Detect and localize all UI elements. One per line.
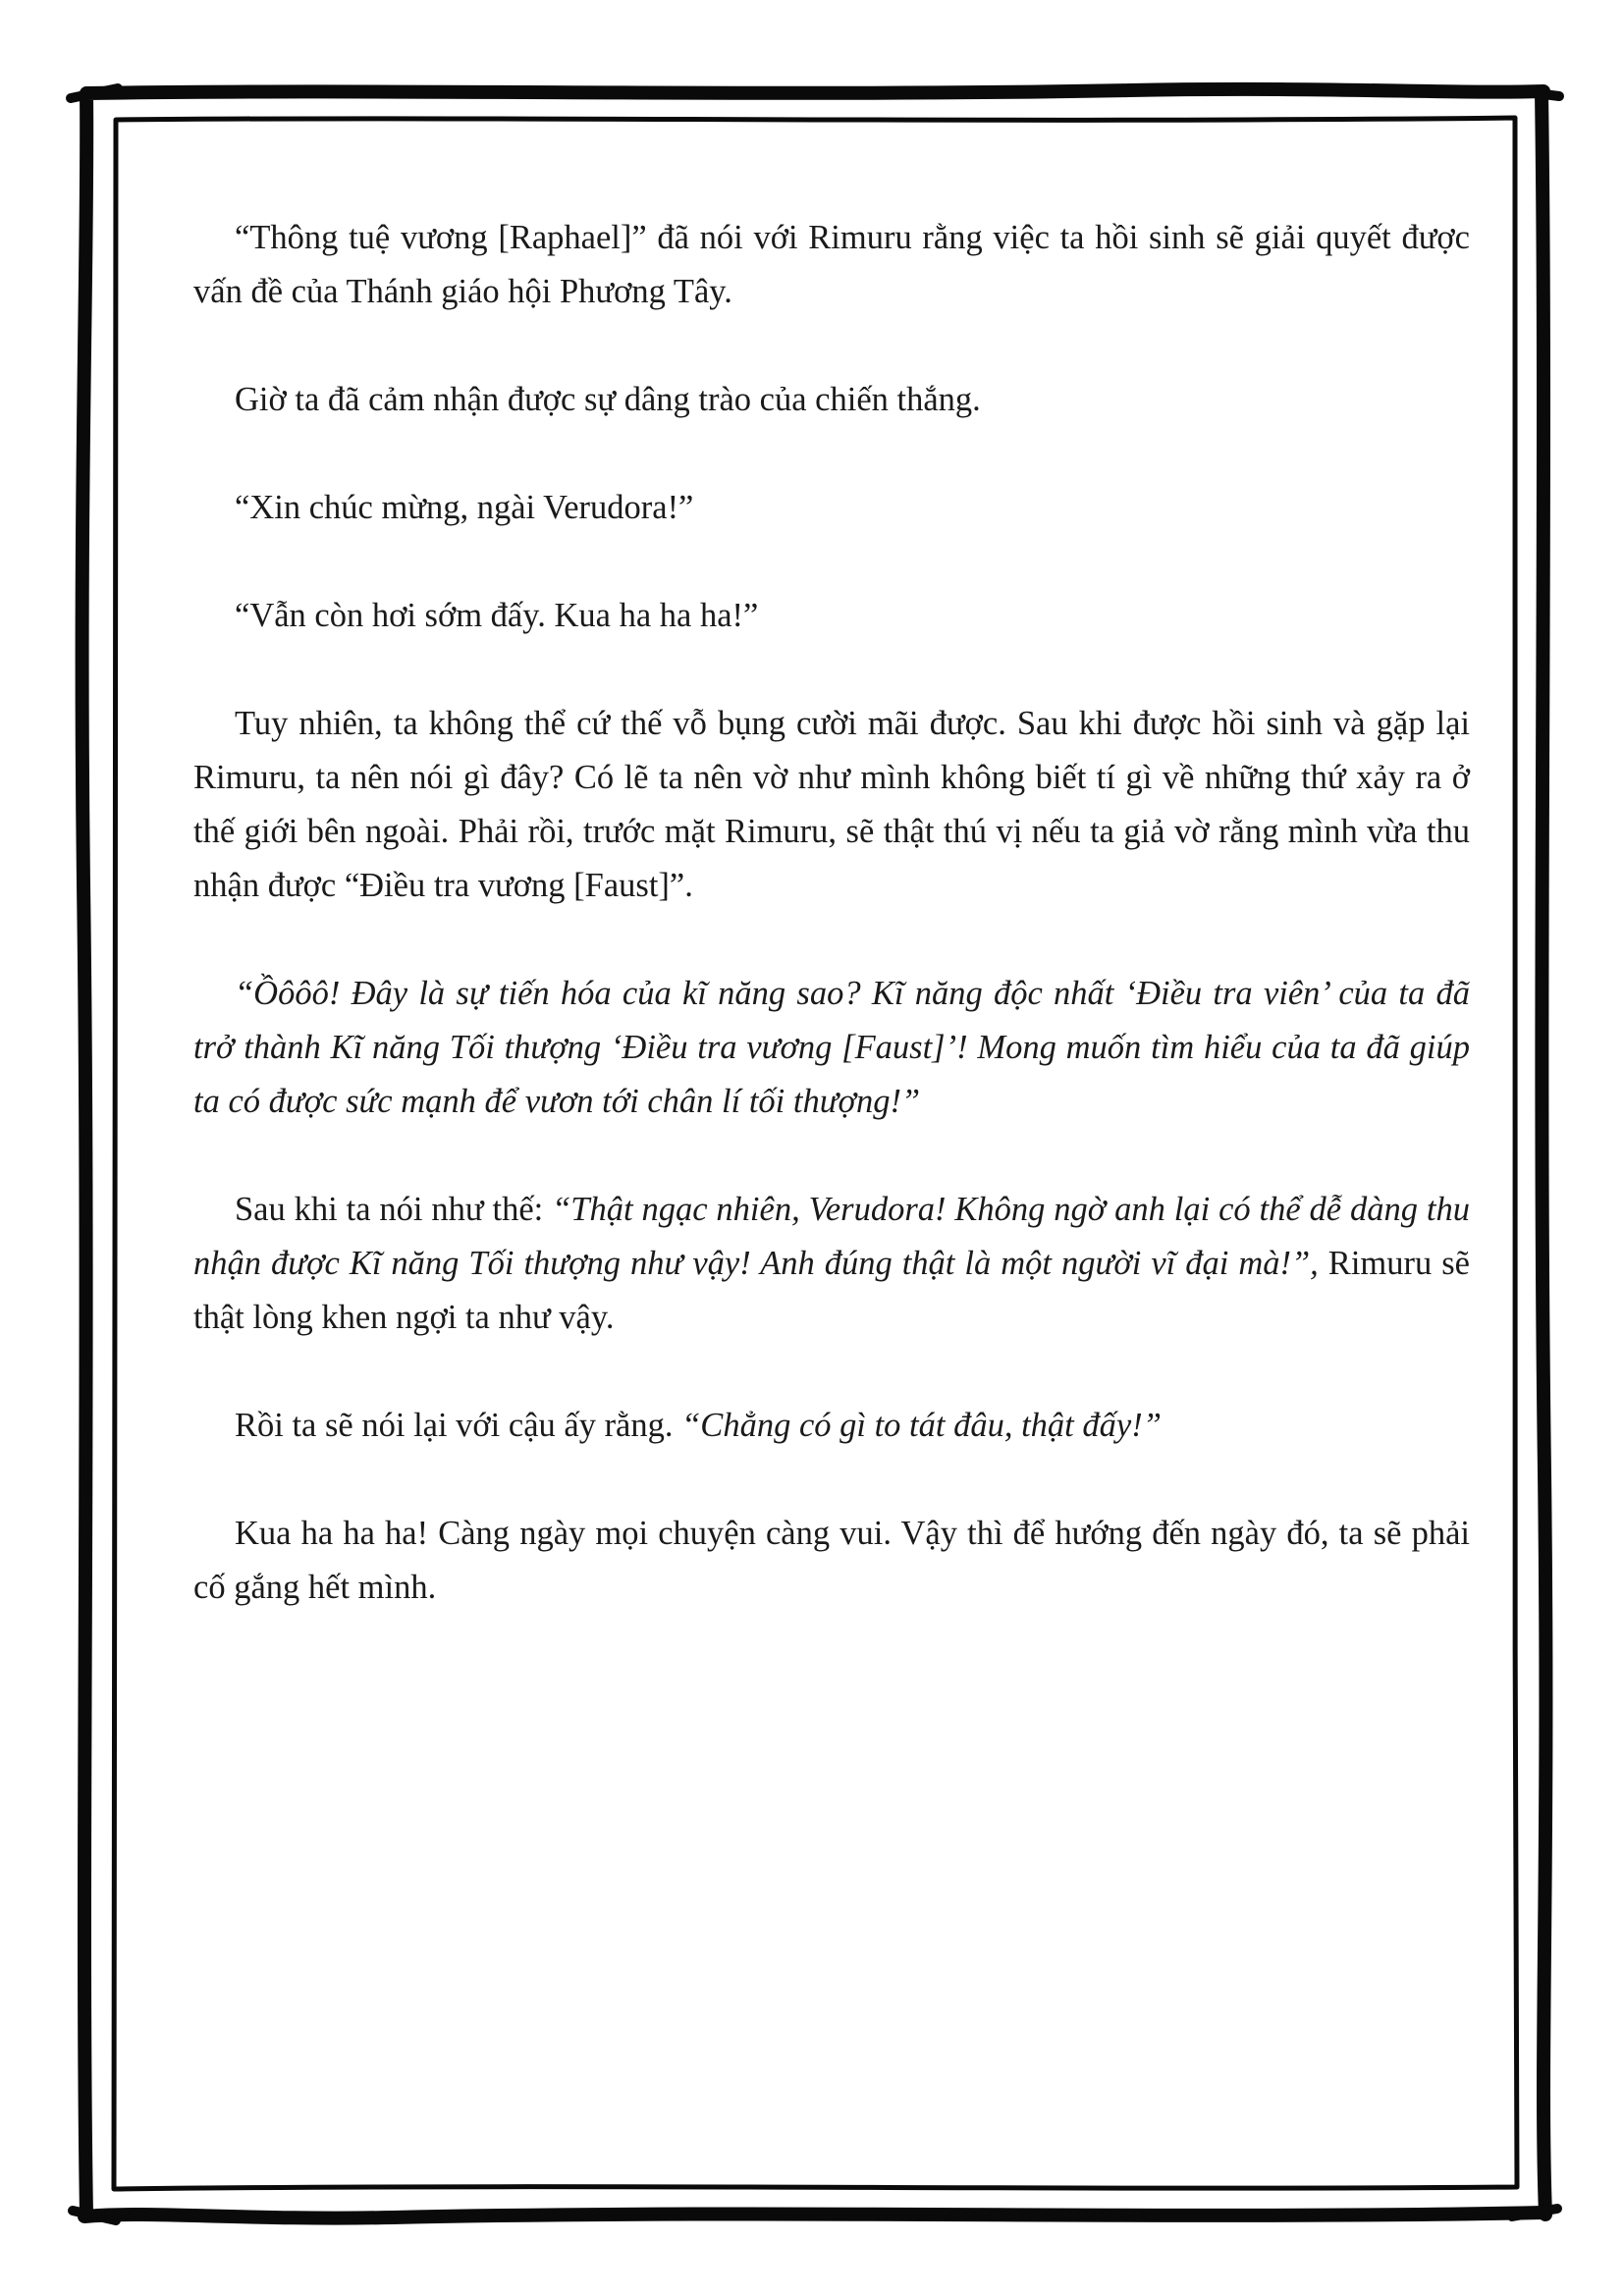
text-segment: “Thông tuệ vương [Raphael]” đã nói với Rimuru rằng việc ta hồi sinh sẽ giải quyết được vấn đề của Thánh giáo hội Phương Tây. — [193, 219, 1470, 310]
text-segment: Rimuru sẽ thật lòng khen ngợi ta như vậy. — [193, 1245, 1470, 1336]
paragraph — [193, 373, 1470, 427]
paragraph — [193, 1183, 1470, 1345]
text-segment: “Xin chúc mừng, ngài Verudora!” — [235, 489, 694, 526]
text-segment: Kua ha ha ha! Càng ngày mọi chuyện càng vui. Vậy thì để hướng đến ngày đó, ta sẽ phải cố gắng hết mình. — [193, 1515, 1470, 1606]
corner-stroke-top-right — [1512, 90, 1559, 96]
italic-text-segment: “Chẳng có gì to tát đâu, thật đấy!” — [681, 1407, 1162, 1444]
text-segment: Sau khi ta nói như thế: — [235, 1191, 553, 1228]
italic-text-segment: “Thật ngạc nhiên, Verudora! Không ngờ anh lại có thể dễ dàng thu nhận được Kĩ năng Tối thượng như vậy! Anh đúng thật là một người vĩ đại mà!”, — [193, 1191, 1470, 1282]
text-segment: Tuy nhiên, ta không thể cứ thế vỗ bụng cười mãi được. Sau khi được hồi sinh và gặp lại Rimuru, ta nên nói gì đây? Có lẽ ta nên vờ như mình không biết tí gì về những thứ xảy ra ở thế giới bên ngoài. Phải rồi, trước mặt Rimuru, sẽ thật thú vị nếu ta giả vờ rằng mình vừa thu nhận được “Điều tra vương [Faust]”. — [193, 705, 1470, 904]
text-segment: Giờ ta đã cảm nhận được sự dâng trào của chiến thắng. — [235, 381, 981, 418]
paragraph — [193, 211, 1470, 319]
italic-text-segment: “Ồôôô! Đây là sự tiến hóa của kĩ năng sao? Kĩ năng độc nhất ‘Điều tra viên’ của ta đã trở thành Kĩ năng Tối thượng ‘Điều tra vương [Faust]’! Mong muốn tìm hiểu của ta đã giúp ta có được sức mạnh để vươn tới chân lí tối thượng!” — [193, 975, 1470, 1120]
text-segment: Rồi ta sẽ nói lại với cậu ấy rằng. — [235, 1407, 682, 1444]
paragraph — [193, 967, 1470, 1129]
document-body — [193, 211, 1470, 1615]
paragraph — [193, 1507, 1470, 1615]
paragraph — [193, 481, 1470, 535]
paragraph — [193, 697, 1470, 913]
text-segment: “Vẫn còn hơi sớm đấy. Kua ha ha ha!” — [235, 597, 759, 634]
paragraph — [193, 589, 1470, 643]
paragraph — [193, 1399, 1470, 1453]
